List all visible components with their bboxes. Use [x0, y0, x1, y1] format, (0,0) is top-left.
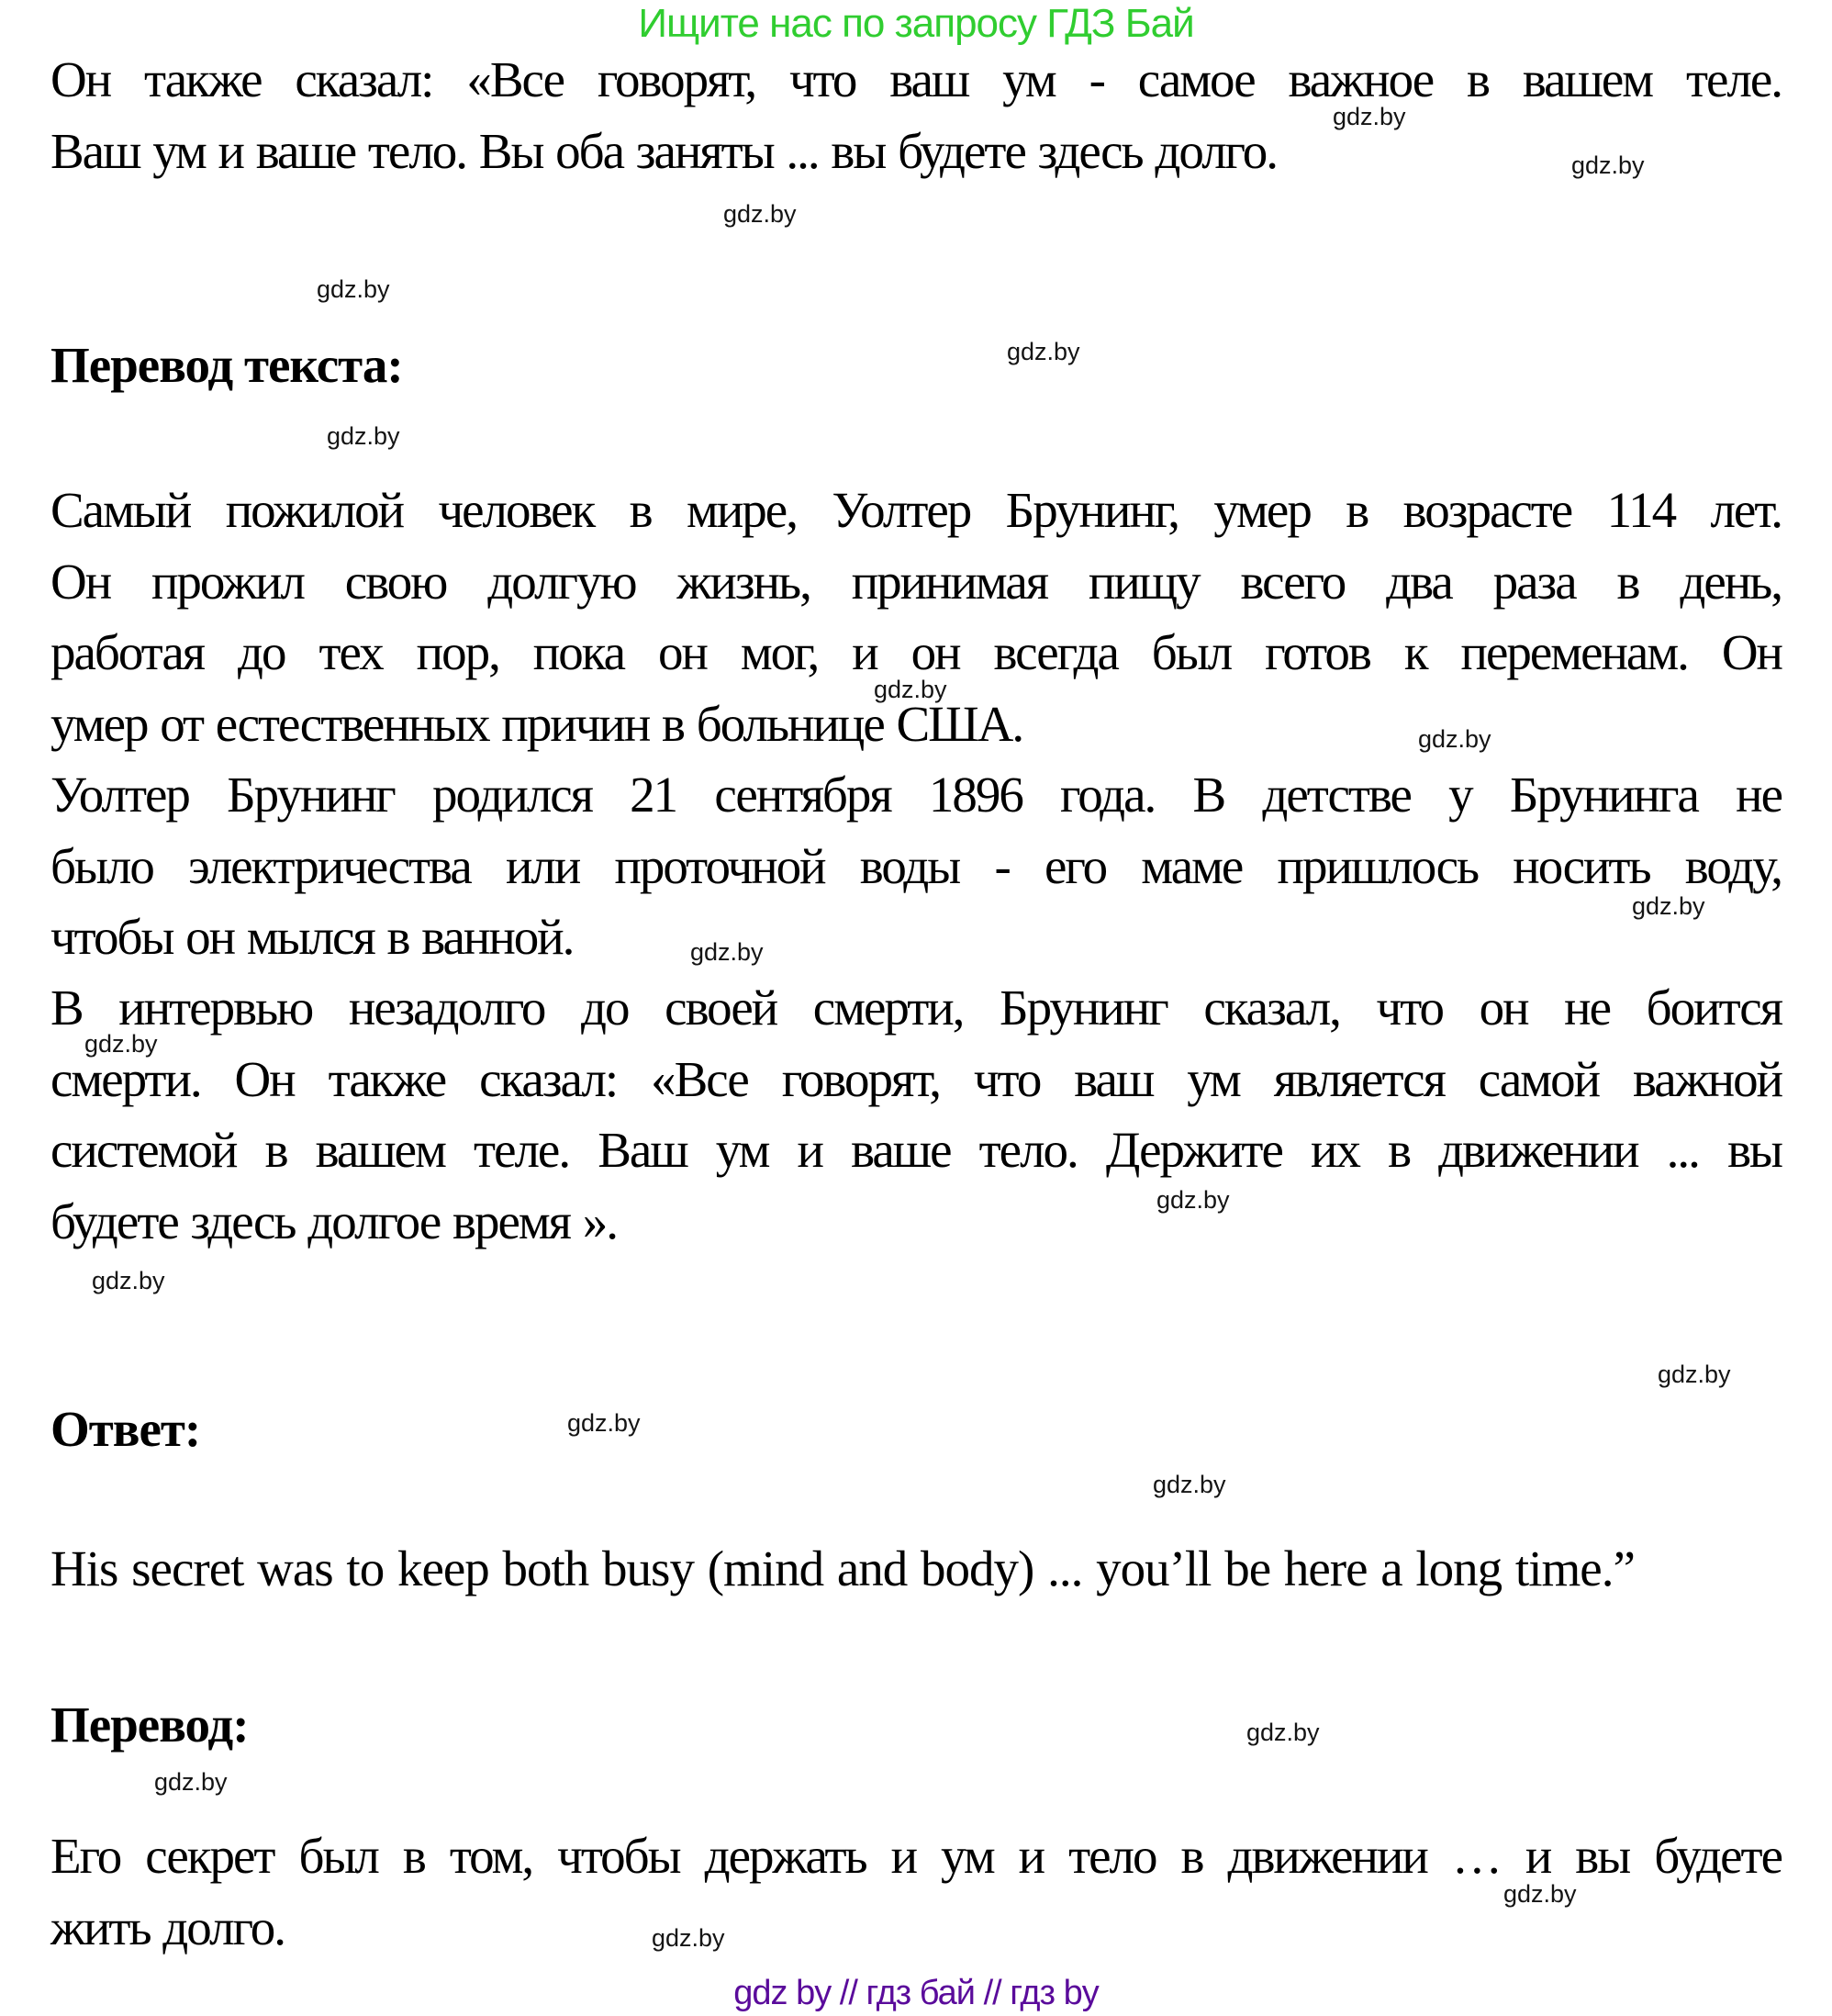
text-line: жить долго.: [50, 1898, 285, 1955]
text-line: Он также сказал: «Все говорят, что ваш ум - самое важное в вашем теле.: [50, 51, 1782, 107]
gdz-watermark: gdz.by: [327, 422, 400, 450]
gdz-watermark: gdz.by: [92, 1267, 165, 1294]
translation-paragraph-3: [50, 972, 1782, 1257]
gdz-watermark: gdz.by: [317, 275, 390, 303]
gdz-watermark: gdz.by: [1153, 1471, 1226, 1498]
promo-banner: Ищите нас по запросу ГДЗ Бай: [638, 1, 1194, 46]
answer-paragraph: [50, 1533, 1782, 1605]
gdz-watermark: gdz.by: [567, 1409, 641, 1437]
text-line: системой в вашем теле. Ваш ум и ваше тело. Держите их в движении ... вы: [50, 1122, 1782, 1178]
text-line: будете здесь долгое время ».: [50, 1193, 617, 1249]
text-line: Самый пожилой человек в мире, Уолтер Брунинг, умер в возрасте 114 лет.: [50, 482, 1782, 538]
translation-paragraph-2: [50, 759, 1782, 973]
gdz-watermark: gdz.by: [1503, 1880, 1577, 1908]
section-heading-translation: Перевод текста:: [50, 337, 403, 393]
text-line: His secret was to keep both busy (mind and body) ... you’ll be here a long time.”: [50, 1540, 1635, 1596]
translation-paragraph-1: [50, 475, 1782, 759]
gdz-watermark: gdz.by: [1007, 338, 1080, 365]
gdz-watermark: gdz.by: [652, 1924, 725, 1952]
gdz-watermark: gdz.by: [690, 938, 764, 966]
text-line: Его секрет был в том, чтобы держать и ум и тело в движении … и вы будете: [50, 1828, 1782, 1884]
gdz-watermark: gdz.by: [1246, 1719, 1320, 1746]
gdz-watermark: gdz.by: [1571, 151, 1645, 179]
gdz-watermark: gdz.by: [84, 1030, 158, 1058]
gdz-watermark: gdz.by: [1333, 103, 1406, 130]
text-line: было электричества или проточной воды - его маме пришлось носить воду,: [50, 837, 1782, 894]
gdz-watermark: gdz.by: [1156, 1186, 1230, 1214]
text-line: Он прожил свою долгую жизнь, принимая пищу всего два раза в день,: [50, 553, 1782, 610]
section-heading-answer-translation: Перевод:: [50, 1697, 249, 1753]
footer-links[interactable]: gdz by // гдз бай // гдз by: [733, 1974, 1099, 2012]
text-line: умер от естественных причин в больнице США.: [50, 695, 1023, 752]
gdz-watermark: gdz.by: [1658, 1361, 1731, 1388]
section-heading-answer: Ответ:: [50, 1401, 201, 1457]
gdz-watermark: gdz.by: [874, 676, 947, 703]
text-line: Ваш ум и ваше тело. Вы оба заняты ... вы будете здесь долго.: [50, 122, 1277, 179]
intro-paragraph: [50, 44, 1782, 186]
gdz-watermark: gdz.by: [154, 1768, 228, 1796]
text-line: работая до тех пор, пока он мог, и он всегда был готов к переменам. Он: [50, 624, 1782, 680]
text-line: Уолтер Брунинг родился 21 сентября 1896 года. В детстве у Брунинга не: [50, 767, 1782, 823]
text-line: чтобы он мылся в ванной.: [50, 909, 574, 965]
gdz-watermark: gdz.by: [1632, 892, 1705, 920]
text-line: В интервью незадолго до своей смерти, Брунинг сказал, что он не боится: [50, 980, 1782, 1036]
gdz-watermark: gdz.by: [723, 200, 797, 228]
gdz-watermark: gdz.by: [1418, 725, 1491, 753]
text-line: смерти. Он также сказал: «Все говорят, что ваш ум является самой важной: [50, 1050, 1782, 1107]
